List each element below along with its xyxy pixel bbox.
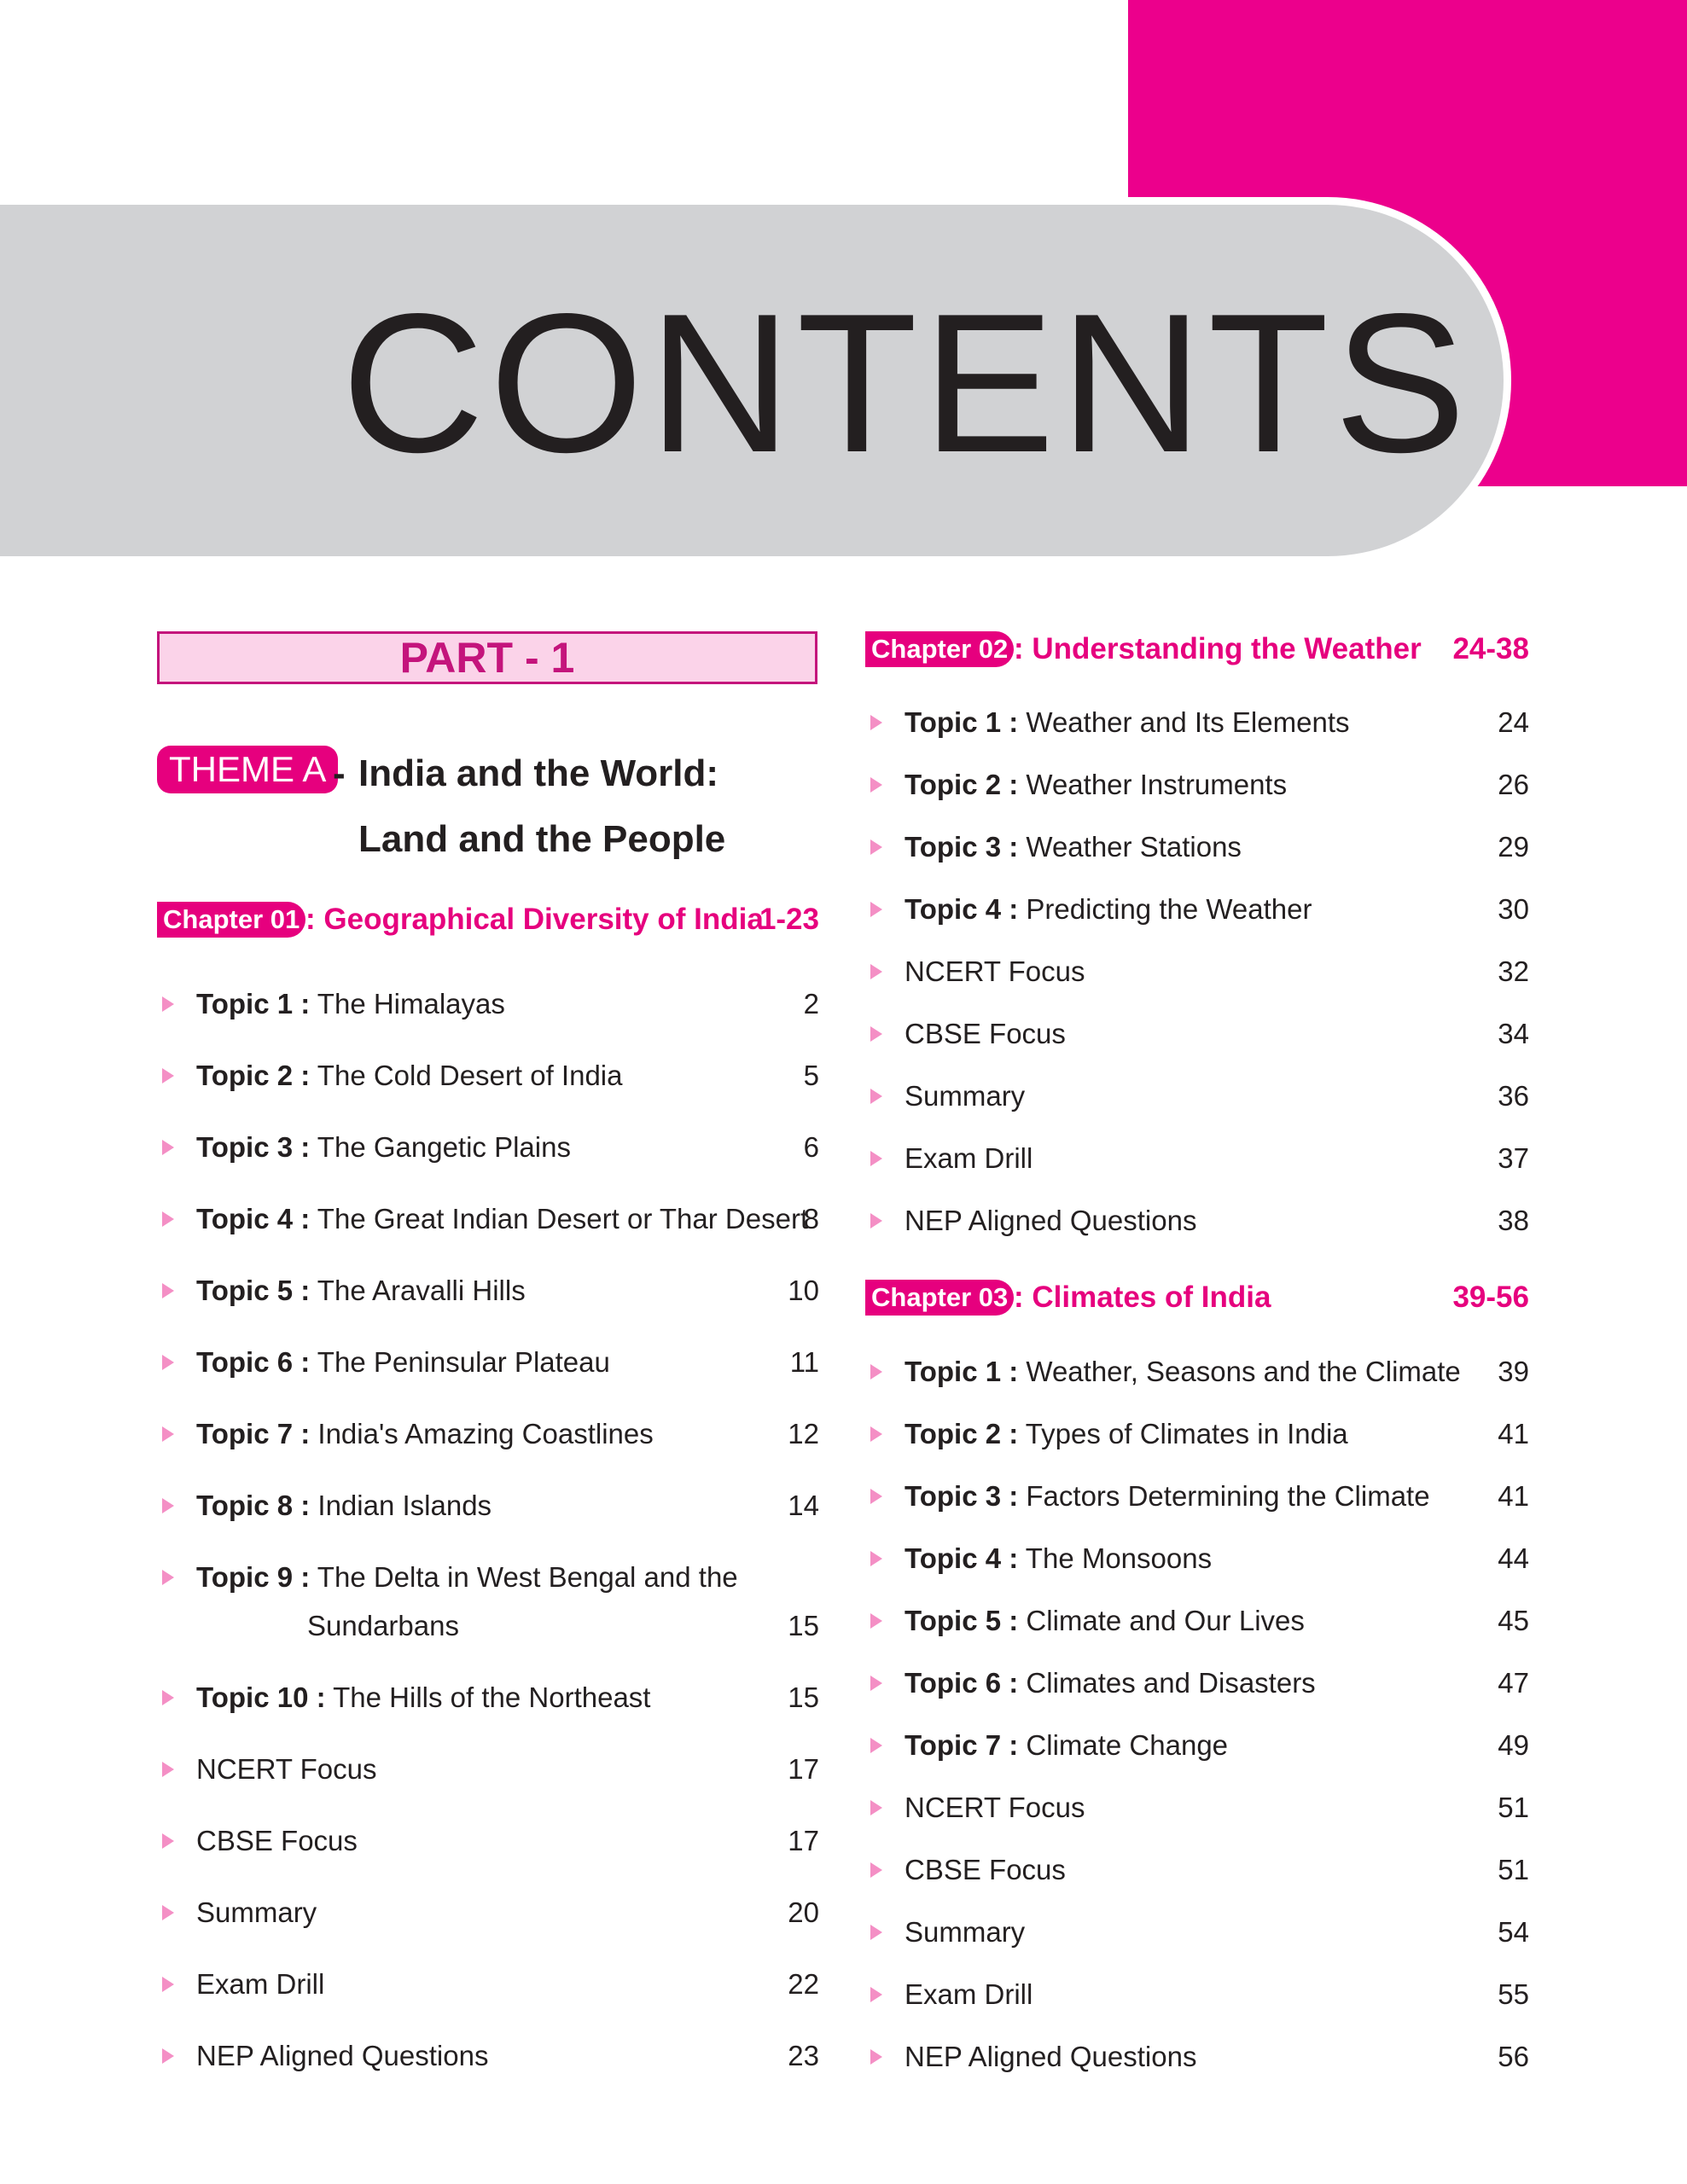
bullet-arrow-icon [162,1140,174,1155]
topic-number: Topic 8 : [196,1490,311,1521]
topic-number: Topic 6 : [905,1667,1019,1699]
toc-entry-label [196,1129,571,1166]
toc-entry-label [196,1415,654,1453]
topic-title: The Delta in West Bengal and the [310,1561,738,1593]
bullet-arrow-icon [162,1068,174,1083]
bullet-arrow-icon [162,1283,174,1298]
chapter-heading[interactable] [157,902,819,938]
topic-title: NEP Aligned Questions [905,2041,1197,2072]
toc-entry-label [905,1851,1066,1889]
toc-entry[interactable] [157,1344,819,1381]
topic-number: Topic 1 : [196,988,311,1019]
toc-entry-label [905,1976,1033,2013]
chapter-heading[interactable] [865,631,1529,667]
topic-title: Factors Determining the Climate [1018,1480,1430,1512]
page-number: 32 [1498,956,1529,987]
bullet-arrow-icon [870,1551,882,1566]
page-number: 55 [1498,1978,1529,2010]
page-number: 24 [1498,706,1529,738]
topic-number: Topic 7 : [905,1729,1019,1761]
topic-number: Topic 10 : [196,1682,326,1713]
toc-entry[interactable] [865,1664,1529,1702]
topic-number: Topic 1 : [905,1356,1019,1387]
page-number: 38 [1498,1205,1529,1236]
toc-entry[interactable] [157,1057,819,1095]
toc-entry[interactable] [157,1272,819,1310]
page-number: 15 [788,1610,819,1641]
page-number: 5 [803,1060,819,1091]
bullet-arrow-icon [162,996,174,1012]
toc-entry[interactable] [157,2037,819,2075]
bullet-arrow-icon [870,1213,882,1228]
toc-entry-label [196,2037,488,2075]
topic-title: The Cold Desert of India [310,1060,623,1091]
topic-number: Topic 3 : [905,1480,1019,1512]
toc-entry-label [905,704,1349,741]
toc-entry[interactable] [865,953,1529,990]
topic-number: Topic 1 : [905,706,1019,738]
bullet-arrow-icon [870,839,882,855]
bullet-arrow-icon [870,777,882,793]
toc-entry[interactable] [157,1679,819,1716]
topic-title: Summary [196,1896,317,1928]
page-number: 30 [1498,893,1529,925]
toc-entry-label [196,1487,492,1525]
bullet-arrow-icon [162,1977,174,1992]
page-number: 41 [1498,1418,1529,1449]
page-number: 45 [1498,1605,1529,1636]
toc-entry[interactable] [865,1415,1529,1453]
chapter-badge: Chapter 03 [865,1280,1014,1316]
toc-entry[interactable] [865,1540,1529,1577]
toc-entry-label [905,1140,1033,1177]
topic-number: Topic 2 : [905,1418,1019,1449]
chapter-badge: Chapter 01 [157,902,305,938]
page-number: 8 [803,1203,819,1234]
toc-entry[interactable] [865,704,1529,741]
bullet-arrow-icon [162,1355,174,1370]
topic-number: Topic 5 : [905,1605,1019,1636]
toc-entry[interactable] [865,828,1529,866]
topic-title: Weather and Its Elements [1018,706,1350,738]
topic-number: Topic 7 : [196,1418,311,1449]
toc-entry-label [905,828,1242,866]
toc-entry[interactable] [865,1602,1529,1640]
bullet-arrow-icon [162,1498,174,1513]
toc-entry-label [196,1822,358,1860]
toc-entry[interactable] [865,1077,1529,1115]
topic-title: Indian Islands [310,1490,492,1521]
topic-title: NCERT Focus [196,1753,377,1785]
toc-entry-label [905,1478,1430,1515]
topic-title: Predicting the Weather [1018,893,1312,925]
bullet-arrow-icon [162,1570,174,1585]
page-number: 54 [1498,1916,1529,1948]
topic-title: Summary [905,1080,1026,1112]
page-number: 47 [1498,1667,1529,1699]
topic-title: India's Amazing Coastlines [310,1418,654,1449]
toc-entry[interactable] [157,1487,819,1525]
toc-entry-label [196,1272,526,1310]
toc-entry-label [905,1415,1348,1453]
page-title: CONTENTS [341,273,1471,494]
toc-entry[interactable] [865,1976,1529,2013]
chapter-page-range: 24-38 [1452,632,1529,665]
page-number: 2 [803,988,819,1019]
chapter-page-range: 39-56 [1452,1281,1529,1314]
toc-entry[interactable] [865,1478,1529,1515]
topic-number: Topic 6 : [196,1346,311,1378]
toc-entry-label [196,1894,317,1931]
topic-title: CBSE Focus [905,1854,1066,1885]
topic-number: Topic 5 : [196,1275,311,1306]
page-number: 14 [788,1490,819,1521]
page-number: 11 [789,1346,819,1378]
toc-entry[interactable] [157,1966,819,2003]
topic-number: Topic 3 : [196,1131,311,1163]
bullet-arrow-icon [870,1738,882,1753]
toc-entry-label [905,1727,1228,1764]
topic-title: Climates and Disasters [1018,1667,1316,1699]
page-number: 39 [1498,1356,1529,1387]
topic-title: Weather Stations [1018,831,1242,863]
topic-title: Exam Drill [905,1142,1033,1174]
topic-title: NCERT Focus [905,1792,1085,1823]
bullet-arrow-icon [162,1690,174,1705]
bullet-arrow-icon [870,964,882,979]
toc-entry[interactable] [865,1140,1529,1177]
bullet-arrow-icon [870,1613,882,1629]
bullet-arrow-icon [162,1905,174,1920]
toc-entry[interactable] [865,1727,1529,1764]
page-number: 6 [803,1131,819,1163]
chapter-badge: Chapter 02 [865,631,1014,667]
bullet-arrow-icon [870,1862,882,1878]
topic-number: Topic 9 : [196,1561,311,1593]
bullet-arrow-icon [162,1762,174,1777]
page-number: 44 [1498,1542,1529,1574]
topic-number: Topic 4 : [196,1203,311,1234]
page-number: 49 [1498,1729,1529,1761]
toc-entry-label [905,1664,1316,1702]
theme-title-line1: India and the World: [358,752,719,794]
page-number: 37 [1498,1142,1529,1174]
page-number: 51 [1498,1792,1529,1823]
topic-title: The Great Indian Desert or Thar Desert [310,1203,809,1234]
topic-title: NCERT Focus [905,956,1085,987]
toc-entry-label [905,766,1287,804]
bullet-arrow-icon [870,1800,882,1815]
topic-number: Topic 3 : [905,831,1019,863]
toc-entry[interactable] [865,1789,1529,1827]
part-heading: PART - 1 [157,631,817,684]
toc-entry[interactable] [157,1415,819,1453]
theme-dash: - [333,752,346,794]
topic-title: The Peninsular Plateau [310,1346,610,1378]
topic-title: Exam Drill [196,1968,325,2000]
chapter-title: : Geographical Diversity of India [305,903,764,936]
toc-entry-label [196,1200,808,1238]
toc-entry[interactable] [157,1559,819,1645]
toc-entry-label [905,1353,1461,1391]
chapter-title: : Climates of India [1014,1281,1271,1314]
topic-title: NEP Aligned Questions [905,1205,1197,1236]
toc-entry[interactable] [865,1851,1529,1889]
toc-entry[interactable] [865,1202,1529,1240]
toc-entry-label [905,1914,1025,1951]
bullet-arrow-icon [870,1925,882,1940]
topic-title: Summary [905,1916,1026,1948]
bullet-arrow-icon [870,1364,882,1380]
bullet-arrow-icon [870,1089,882,1104]
page-number: 17 [788,1753,819,1785]
toc-entry-label [905,1077,1025,1115]
toc-entry[interactable] [865,891,1529,928]
chapter-title: : Understanding the Weather [1014,632,1422,665]
page-number: 22 [788,1968,819,2000]
toc-entry[interactable] [865,1353,1529,1391]
toc-entry[interactable] [157,1751,819,1788]
toc-entry-label [196,1751,377,1788]
topic-title: Exam Drill [905,1978,1033,2010]
chapter-page-range: 1-23 [759,903,819,936]
toc-entry-label [196,1679,650,1716]
bullet-arrow-icon [870,2049,882,2065]
page-number: 17 [788,1825,819,1856]
topic-title: CBSE Focus [196,1825,358,1856]
toc-entry-label [196,985,505,1023]
topic-title: The Gangetic Plains [310,1131,571,1163]
topic-title: The Aravalli Hills [310,1275,526,1306]
topic-title: The Himalayas [310,988,505,1019]
bullet-arrow-icon [870,1987,882,2002]
topic-title: NEP Aligned Questions [196,2040,489,2071]
topic-number: Topic 4 : [905,1542,1019,1574]
toc-entry-label [196,1559,738,1596]
bullet-arrow-icon [870,902,882,917]
bullet-arrow-icon [870,1676,882,1691]
topic-title: The Hills of the Northeast [325,1682,651,1713]
page-number: 34 [1498,1018,1529,1049]
bullet-arrow-icon [870,1426,882,1442]
bullet-arrow-icon [870,1026,882,1042]
toc-entry-label [905,953,1085,990]
toc-entry[interactable] [157,1822,819,1860]
toc-entry[interactable] [865,2038,1529,2076]
topic-title: The Monsoons [1018,1542,1213,1574]
page-number: 23 [788,2040,819,2071]
bullet-arrow-icon [870,1489,882,1504]
topic-number: Topic 4 : [905,893,1019,925]
bullet-arrow-icon [162,1426,174,1442]
page-number: 12 [788,1418,819,1449]
page-number: 10 [788,1275,819,1306]
bullet-arrow-icon [870,715,882,730]
bullet-arrow-icon [162,1833,174,1849]
bullet-arrow-icon [162,1211,174,1227]
page-number: 51 [1498,1854,1529,1885]
topic-title-continued: Sundarbans [307,1610,459,1641]
page-number: 41 [1498,1480,1529,1512]
toc-entry-label [196,1344,610,1381]
toc-entry[interactable] [157,1894,819,1931]
theme-title-line2: Land and the People [358,818,726,860]
toc-entry-label [196,1057,623,1095]
topic-title: Types of Climates in India [1018,1418,1348,1449]
topic-title: Weather Instruments [1018,769,1288,800]
toc-entry-label [905,2038,1196,2076]
topic-number: Topic 2 : [196,1060,311,1091]
toc-entry[interactable] [157,1200,819,1238]
page-number: 26 [1498,769,1529,800]
toc-entry-label [196,1966,324,2003]
page-number: 15 [788,1682,819,1713]
toc-entry-label [905,1015,1066,1053]
topic-number: Topic 2 : [905,769,1019,800]
toc-entry-label [905,1789,1085,1827]
toc-entry-label [905,1540,1212,1577]
page-number: 20 [788,1896,819,1928]
toc-entry[interactable] [865,1914,1529,1951]
toc-entry-label [905,1602,1305,1640]
page-number: 29 [1498,831,1529,863]
toc-entry[interactable] [865,1015,1529,1053]
toc-entry-label [905,891,1312,928]
toc-entry[interactable] [157,1129,819,1166]
chapter-heading[interactable] [865,1280,1529,1316]
bullet-arrow-icon [870,1151,882,1166]
topic-title: Weather, Seasons and the Climate [1018,1356,1461,1387]
theme-badge: THEME A [157,746,338,793]
toc-entry[interactable] [865,766,1529,804]
toc-entry-label [905,1202,1196,1240]
page-number: 36 [1498,1080,1529,1112]
toc-entry[interactable] [157,985,819,1023]
topic-title: Climate Change [1018,1729,1229,1761]
topic-title: CBSE Focus [905,1018,1066,1049]
topic-title: Climate and Our Lives [1018,1605,1305,1636]
page-number: 56 [1498,2041,1529,2072]
bullet-arrow-icon [162,2048,174,2064]
